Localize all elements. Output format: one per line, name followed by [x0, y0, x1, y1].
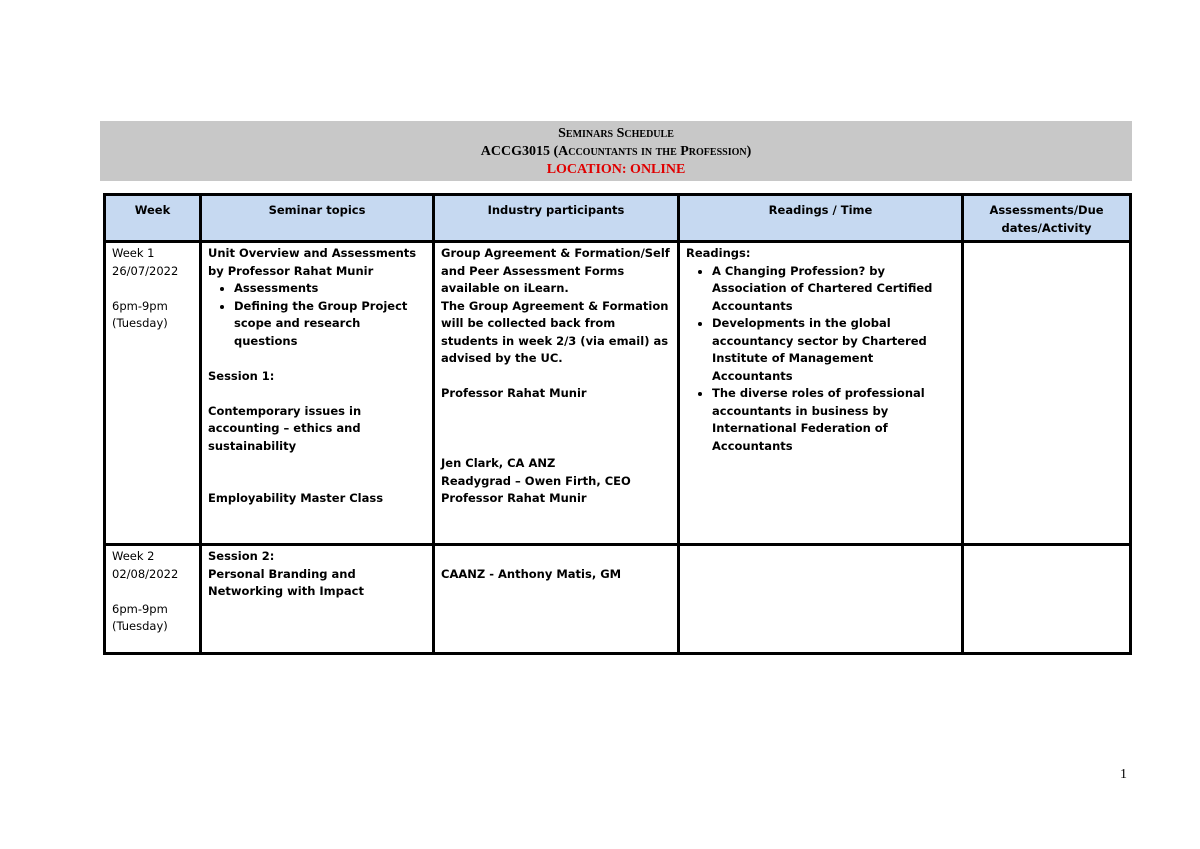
topic-title: Personal Branding and Networking with Impact [208, 566, 364, 598]
banner-course: ACCG3015 (Accountants in the Profession) [480, 144, 752, 159]
topics-cell [201, 545, 434, 654]
list-item: • The diverse roles of professional accountants in business by International Federation of Accountants [712, 385, 955, 455]
readings-list [686, 263, 955, 456]
banner-title: Seminars Schedule [558, 126, 674, 141]
participants-cell [434, 242, 679, 545]
week-cell [105, 242, 201, 545]
table-row [105, 242, 1131, 545]
schedule-banner [100, 121, 1132, 181]
col-seminar-topics: Seminar topics [201, 195, 434, 242]
week-date: 26/07/2022 [112, 263, 179, 278]
col-readings-time: Readings / Time [679, 195, 963, 242]
week-day: (Tuesday) [112, 316, 168, 330]
week-day: (Tuesday) [112, 619, 168, 633]
participant-name: Professor Rahat Munir [441, 386, 587, 400]
table-header-row [105, 195, 1131, 242]
banner-location: LOCATION: ONLINE [546, 162, 686, 177]
participant-name: Jen Clark, CA ANZ [441, 456, 556, 470]
week-label: Week 2 [112, 549, 155, 563]
list-item: • Developments in the global accountancy sector by Chartered Institute of Management Accountants [712, 315, 955, 385]
participant-name: Professor Rahat Munir [441, 491, 587, 505]
col-assessments: Assessments/Due dates/Activity [963, 195, 1131, 242]
list-item: • A Changing Profession? by Association of Chartered Certified Accountants [712, 263, 955, 316]
readings-cell [679, 545, 963, 654]
topic-masterclass: Employability Master Class [208, 491, 384, 505]
topic-bullets [208, 280, 426, 350]
topics-cell [201, 242, 434, 545]
topic-issues: Contemporary issues in accounting – ethics and sustainability [208, 403, 362, 453]
topic-intro: Unit Overview and Assessments by Professor Rahat Munir [208, 246, 417, 278]
week-time: 6pm-9pm [112, 601, 168, 616]
participant-text: The Group Agreement & Formation will be collected back from students in week 2/3 (via email) as advised by the UC. [441, 298, 669, 365]
participant-text: Group Agreement & Formation/Self and Peer Assessment Forms available on iLearn. [441, 246, 670, 295]
week-label: Week 1 [112, 246, 155, 260]
readings-title: Readings: [686, 246, 751, 260]
participants-cell [434, 545, 679, 654]
col-industry-participants: Industry participants [434, 195, 679, 242]
seminar-schedule-table [103, 193, 1132, 655]
week-date: 02/08/2022 [112, 566, 179, 581]
participant-name: Readygrad – Owen Firth, CEO [441, 473, 631, 488]
assessments-cell [963, 242, 1131, 545]
table-row [105, 545, 1131, 654]
list-item: • Assessments [234, 280, 426, 298]
week-time: 6pm-9pm [112, 298, 168, 313]
session-label: Session 2: [208, 549, 275, 563]
list-item: • Defining the Group Project scope and research questions [234, 298, 426, 351]
assessments-cell [963, 545, 1131, 654]
participant-name: CAANZ - Anthony Matis, GM [441, 566, 622, 581]
readings-cell [679, 242, 963, 545]
week-cell [105, 545, 201, 654]
col-week: Week [105, 195, 201, 242]
page-number: 1 [1120, 767, 1127, 782]
session-label: Session 1: [208, 368, 275, 383]
